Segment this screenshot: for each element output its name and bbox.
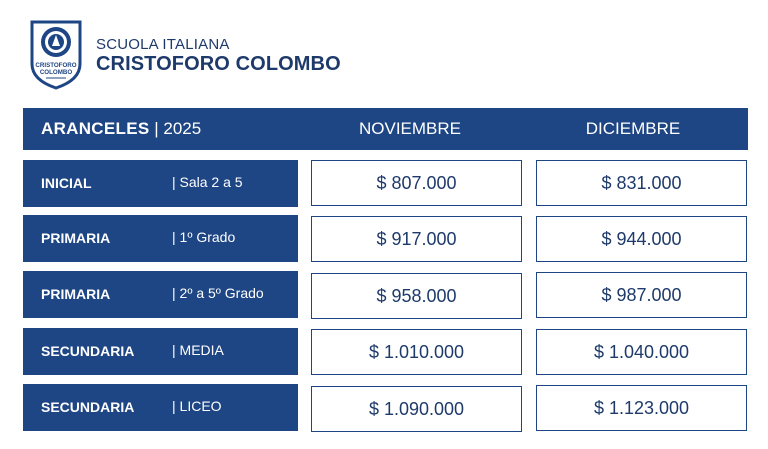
table-title (41, 119, 201, 139)
row-sublevel: | MEDIA (172, 342, 224, 358)
row-level: SECUNDARIA (41, 343, 135, 359)
price-cell-december: $ 1.123.000 (536, 385, 747, 431)
school-name-line1: SCUOLA ITALIANA (96, 36, 230, 53)
row-level: PRIMARIA (41, 286, 111, 302)
row-sublevel: | 2º a 5º Grado (172, 285, 264, 301)
column-header-december: DICIEMBRE (585, 119, 681, 138)
table-row-label (23, 271, 298, 318)
price-cell-december: $ 987.000 (536, 272, 747, 318)
price-cell-november: $ 1.090.000 (311, 386, 522, 432)
table-header (23, 108, 748, 150)
column-header-november: NOVIEMBRE (358, 119, 462, 138)
row-sublevel: | Sala 2 a 5 (172, 174, 243, 190)
svg-text:CRISTOFORO: CRISTOFORO (35, 62, 77, 69)
table-title-year: | 2025 (149, 119, 202, 138)
price-cell-december: $ 831.000 (536, 160, 747, 206)
svg-text:COLOMBO: COLOMBO (39, 69, 73, 76)
row-sublevel: | LICEO (172, 398, 222, 414)
row-level: PRIMARIA (41, 230, 111, 246)
row-sublevel: | 1º Grado (172, 229, 236, 245)
school-crest-logo (28, 18, 84, 90)
price-cell-december: $ 1.040.000 (536, 329, 747, 375)
price-cell-november: $ 958.000 (311, 273, 522, 319)
price-cell-december: $ 944.000 (536, 216, 747, 262)
table-row-label (23, 160, 298, 207)
table-row-label (23, 328, 298, 375)
table-title-bold: ARANCELES (41, 119, 150, 138)
price-cell-november: $ 917.000 (311, 216, 522, 262)
row-level: SECUNDARIA (41, 399, 135, 415)
price-cell-november: $ 1.010.000 (311, 329, 522, 375)
table-row-label (23, 215, 298, 262)
row-level: INICIAL (41, 175, 92, 191)
price-cell-november: $ 807.000 (311, 160, 522, 206)
school-name-line2: CRISTOFORO COLOMBO (96, 53, 341, 75)
table-row-label (23, 384, 298, 431)
